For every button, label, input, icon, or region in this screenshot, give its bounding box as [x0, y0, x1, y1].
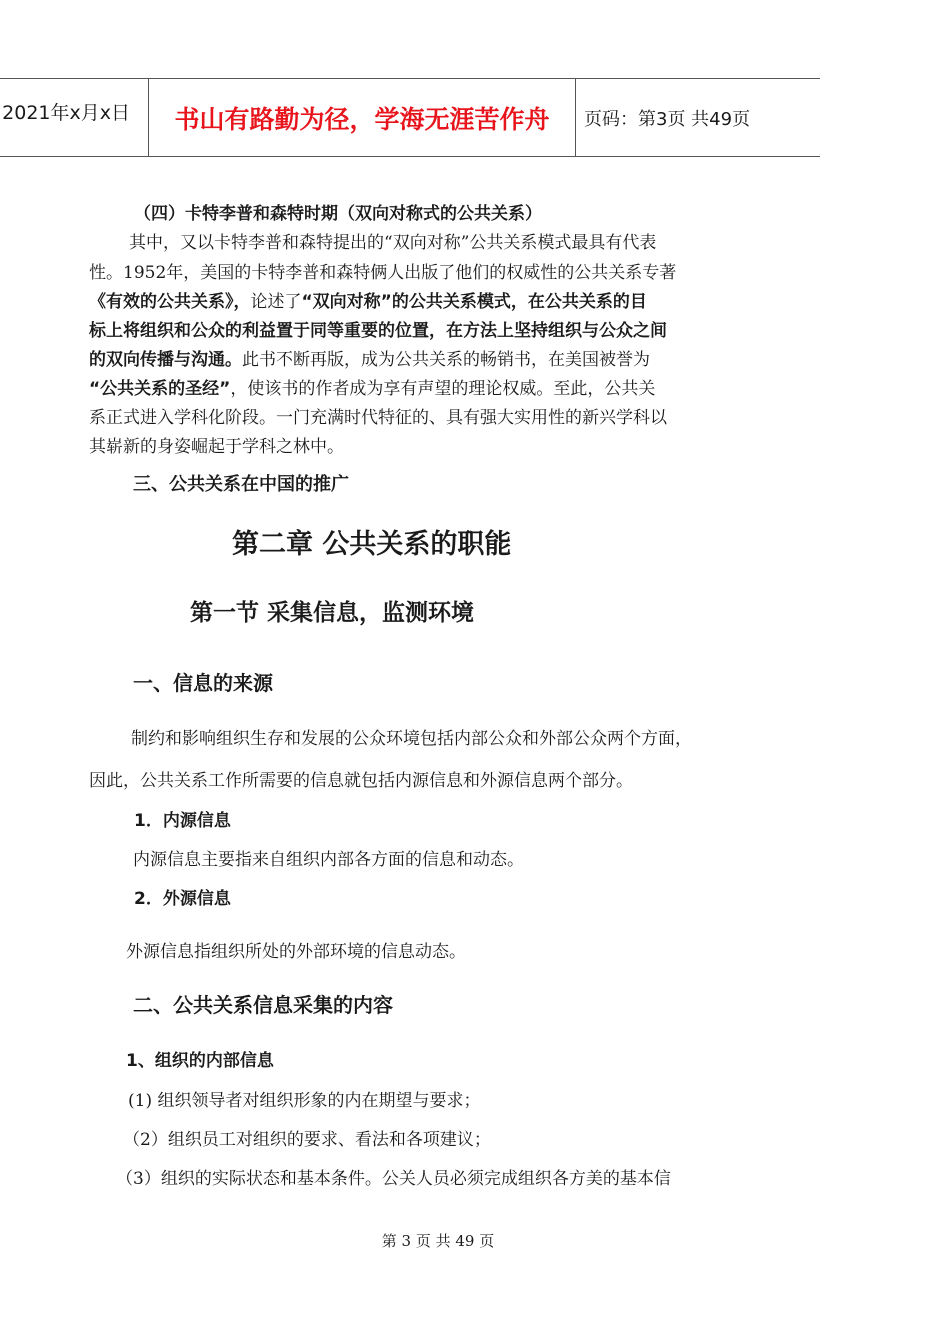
plain-text: 此书不断再版，成为公共关系的畅销书，在美国被誉为	[242, 350, 650, 370]
page-header	[0, 78, 820, 157]
list-item: （3）组织的实际状态和基本条件。公关人员必须完成组织各方美的基本信	[116, 1169, 671, 1189]
item-text: 外源信息指组织所处的外部环境的信息动态。	[126, 942, 466, 962]
paragraph-line: 其中，又以卡特李普和森特提出的“双向对称”公共关系模式最具有代表	[129, 233, 657, 253]
item-title: 1．内源信息	[134, 811, 231, 831]
paragraph-line: 性。1952年，美国的卡特李普和森特俩人出版了他们的权威性的公共关系专著	[89, 263, 677, 283]
paragraph-line	[89, 287, 647, 312]
item-title: 2．外源信息	[134, 889, 231, 909]
page-footer: 第 3 页 共 49 页	[381, 1232, 495, 1250]
list-item: （2）组织员工对组织的要求、看法和各项建议；	[123, 1130, 491, 1150]
paragraph-line	[89, 374, 655, 399]
list-item: (1) 组织领导者对组织形象的内在期望与要求；	[128, 1091, 481, 1111]
subheading: 1、组织的内部信息	[126, 1051, 274, 1071]
header-date: 2021年x月x日	[2, 102, 130, 124]
item-text: 内源信息主要指来自组织内部各方面的信息和动态。	[133, 850, 524, 870]
bold-text: “公共关系的圣经”	[89, 379, 231, 399]
bold-text: 《有效的公共关系》，	[89, 292, 251, 312]
paragraph-line: 其崭新的身姿崛起于学科之林中。	[89, 437, 344, 457]
plain-text: 论述了	[250, 292, 302, 312]
paragraph-line: 制约和影响组织生存和发展的公众环境包括内部公众和外部公众两个方面，	[131, 729, 692, 749]
heading-content: 二、公共关系信息采集的内容	[133, 993, 393, 1017]
heading-info-source: 一、信息的来源	[133, 671, 273, 695]
paragraph-line	[89, 345, 650, 370]
section-title: 第一节 采集信息，监测环境	[190, 600, 475, 626]
bold-text: “双向对称”的公共关系模式，在公共关系的目	[301, 292, 647, 312]
paragraph-line: 系正式进入学科化阶段。一门充满时代特征的、具有强大实用性的新兴学科以	[89, 408, 667, 428]
plain-text: ，使该书的作者成为享有声望的理论权威。至此，公共关	[230, 379, 656, 399]
section-heading-3: 三、公共关系在中国的推广	[133, 474, 349, 495]
bold-text: 的双向传播与沟通。	[89, 350, 242, 370]
header-page-info: 页码：第3页 共49页	[584, 108, 751, 130]
paragraph-line: 标上将组织和公众的利益置于同等重要的位置，在方法上坚持组织与公众之间	[89, 321, 667, 341]
section-heading-4: （四）卡特李普和森特时期（双向对称式的公共关系）	[134, 204, 542, 224]
chapter-title: 第二章 公共关系的职能	[232, 529, 512, 560]
header-motto: 书山有路勤为径，学海无涯苦作舟	[148, 79, 576, 156]
paragraph-line: 因此，公共关系工作所需要的信息就包括内源信息和外源信息两个部分。	[89, 771, 633, 791]
